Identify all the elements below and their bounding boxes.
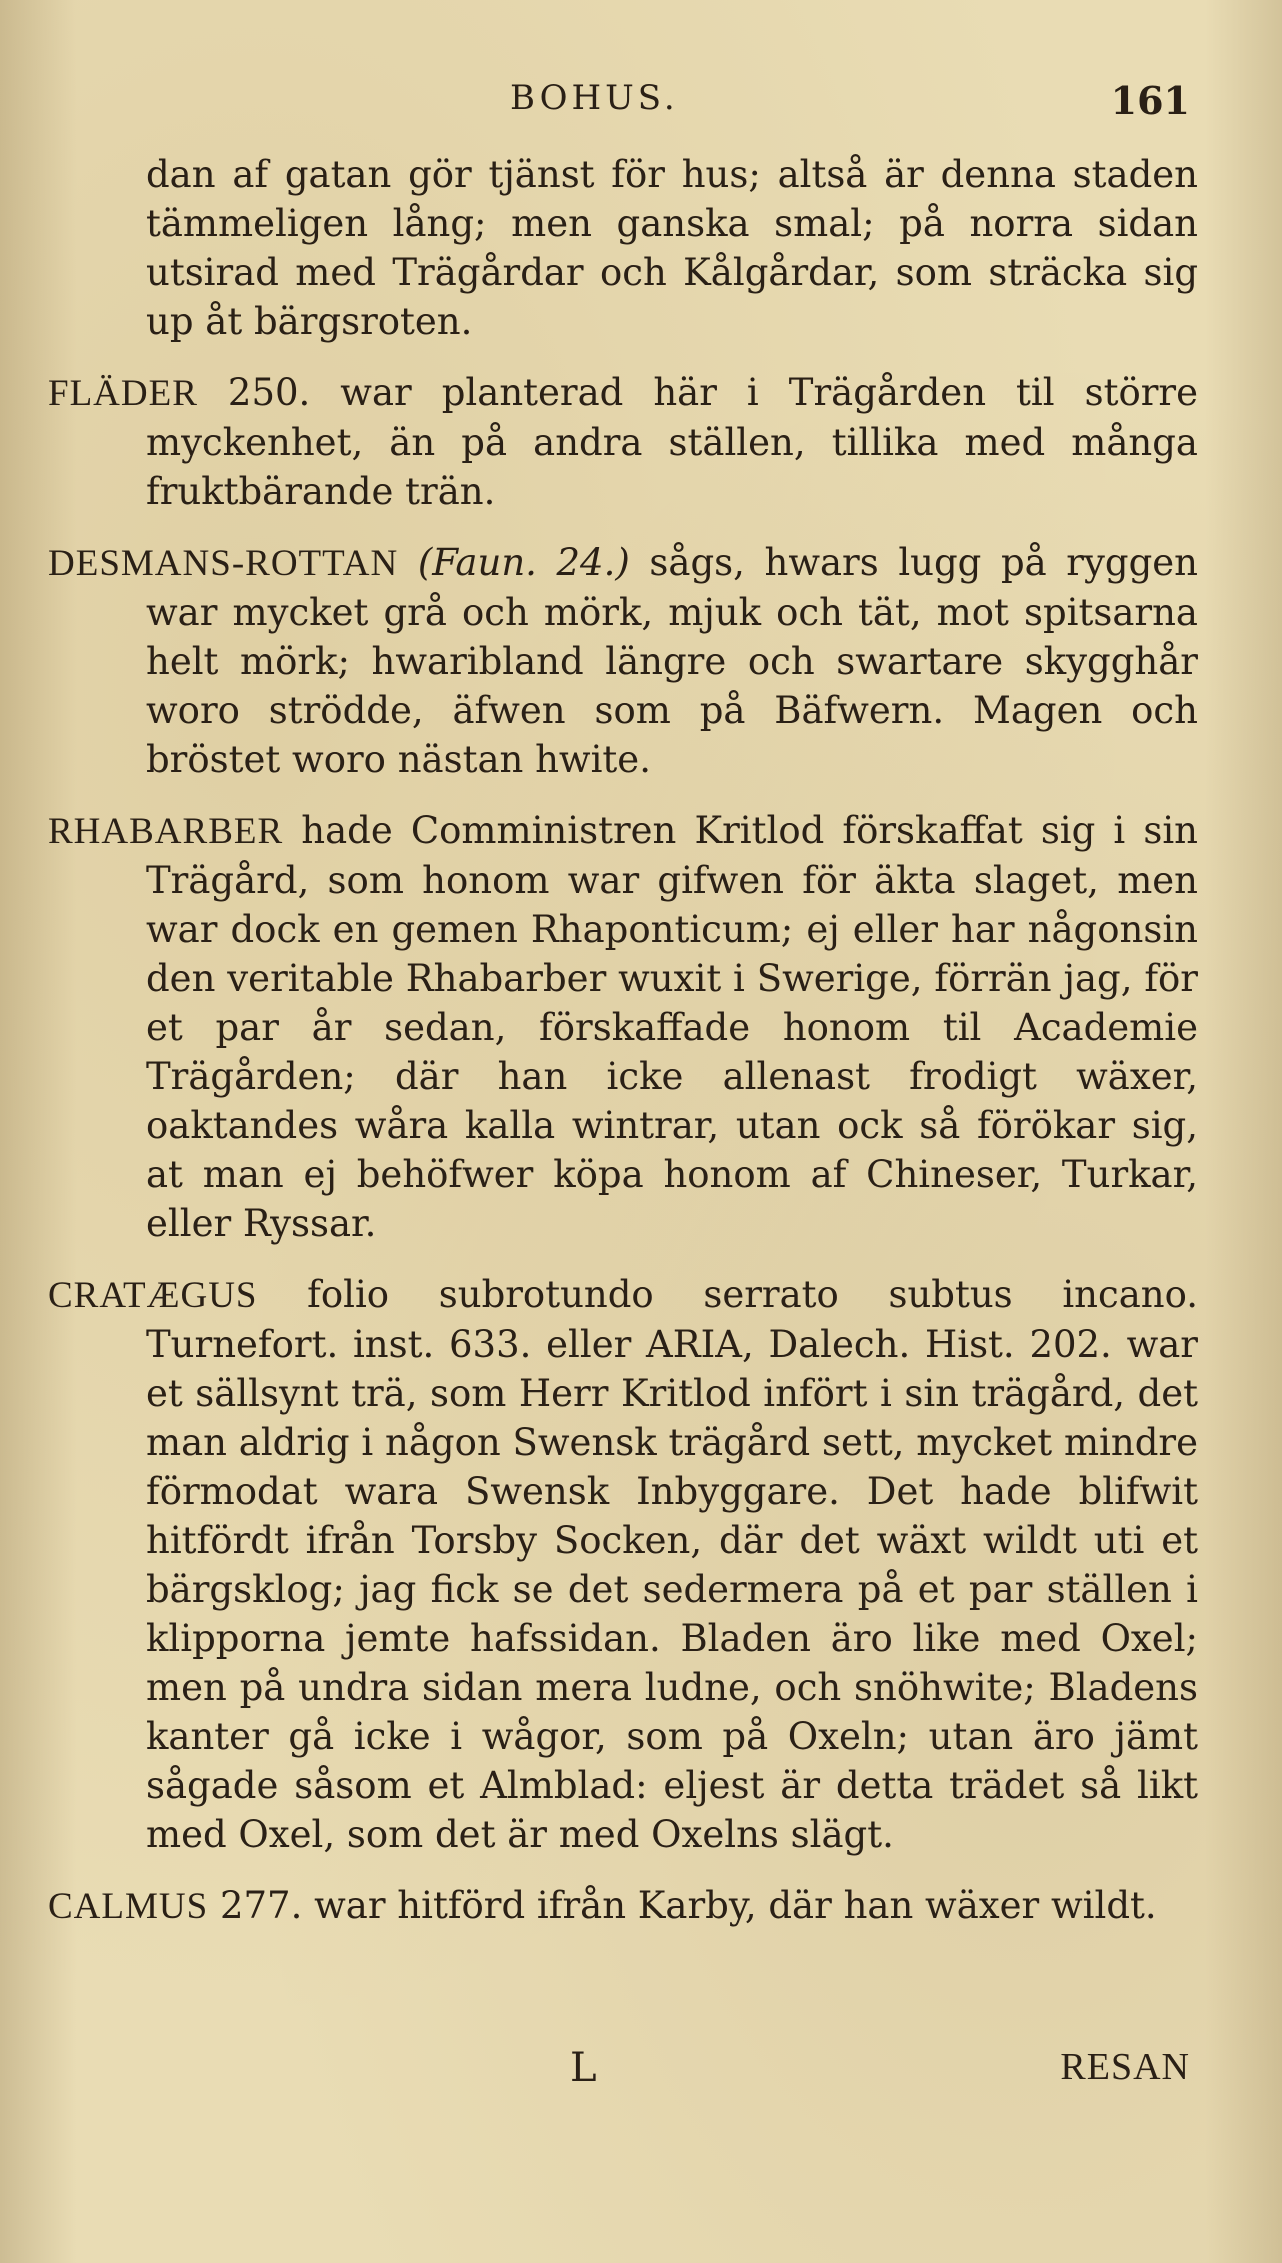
entry-text: sågs, hwars lugg på ryggen war mycket grå och mörk, mjuk och tät, mot spitsarna helt mörk; hwaribland längre och swartare skygghår woro strödde, äfwen som på Bäfwern. Magen och bröstet woro nästan hwite. xyxy=(146,541,1198,781)
entry-text: folio subrotundo serrato subtus incano. Turnefort. inst. 633. eller ARIA, Dalech. Hist. 202. war et sällsynt trä, som Herr Kritlod infört i sin trägård, det man aldrig i någon Swensk trägård sett, mycket mindre förmodat wara Swensk Inbyggare. Det hade blifwit hitfördt ifrån Torsby Socken, där det wäxt wildt uti et bärgsklog; jag fick se det sedermera på et par ställen i klipporna jemte hafssidan. Bladen äro like med Oxel; men på undra sidan mera ludne, och snöhwite; Bladens kanter gå icke i wågor, som på Oxeln; utan äro jämt sågade såsom et Almblad: eljest är detta trädet så likt med Oxel, som det är med Oxelns slägt. xyxy=(146,1273,1198,1856)
page-number: 161 xyxy=(1110,78,1190,123)
running-head xyxy=(140,78,1190,128)
continued-paragraph xyxy=(48,150,1198,346)
entry-crataegus xyxy=(48,1270,1198,1859)
entry-text: 250. war planterad här i Trägården til större myckenhet, än på andra ställen, tillika med många fruktbärande trän. xyxy=(146,371,1198,513)
entry-text: 277. war hitförd ifrån Karby, där han wäxer wildt. xyxy=(219,1884,1157,1927)
entry-text: hade Comministren Kritlod förskaffat sig i sin Trägård, som honom war gifwen för äkta slaget, men war dock en gemen Rhaponticum; ej eller har någonsin den veritable Rhabarber wuxit i Swerige, förrän jag, för et par år sedan, förskaffade honom til Academie Trägården; där han icke allenast frodigt wäxer, oaktandes wåra kalla wintrar, utan ock så förökar sig, at man ej behöfwer köpa honom af Chineser, Turkar, eller Ryssar. xyxy=(146,809,1199,1245)
signature-mark: L xyxy=(570,2045,597,2091)
entry-rhabarber xyxy=(48,806,1198,1248)
page-footer xyxy=(140,2045,1190,2095)
entry-flader xyxy=(48,368,1198,516)
entry-keyword: DESMANS-ROTTAN xyxy=(48,543,399,584)
entry-desmans-rottan xyxy=(48,538,1198,784)
running-head-title: BOHUS. xyxy=(510,78,679,118)
entry-keyword: FLÄDER xyxy=(48,373,198,414)
catchword: RESAN xyxy=(1060,2046,1190,2088)
entry-calmus xyxy=(48,1881,1198,1931)
entry-keyword: CRATÆGUS xyxy=(48,1275,258,1316)
body-text xyxy=(48,150,1198,1953)
entry-keyword: RHABARBER xyxy=(48,811,284,852)
entry-text: dan af gatan gör tjänst för hus; altså är denna staden tämmeligen lång; men ganska smal; på norra sidan utsirad med Trägårdar och Kålgårdar, som sträcka sig up åt bärgsroten. xyxy=(146,153,1198,343)
entry-keyword: CALMUS xyxy=(48,1886,209,1927)
entry-reference: (Faun. 24.) xyxy=(417,541,630,584)
